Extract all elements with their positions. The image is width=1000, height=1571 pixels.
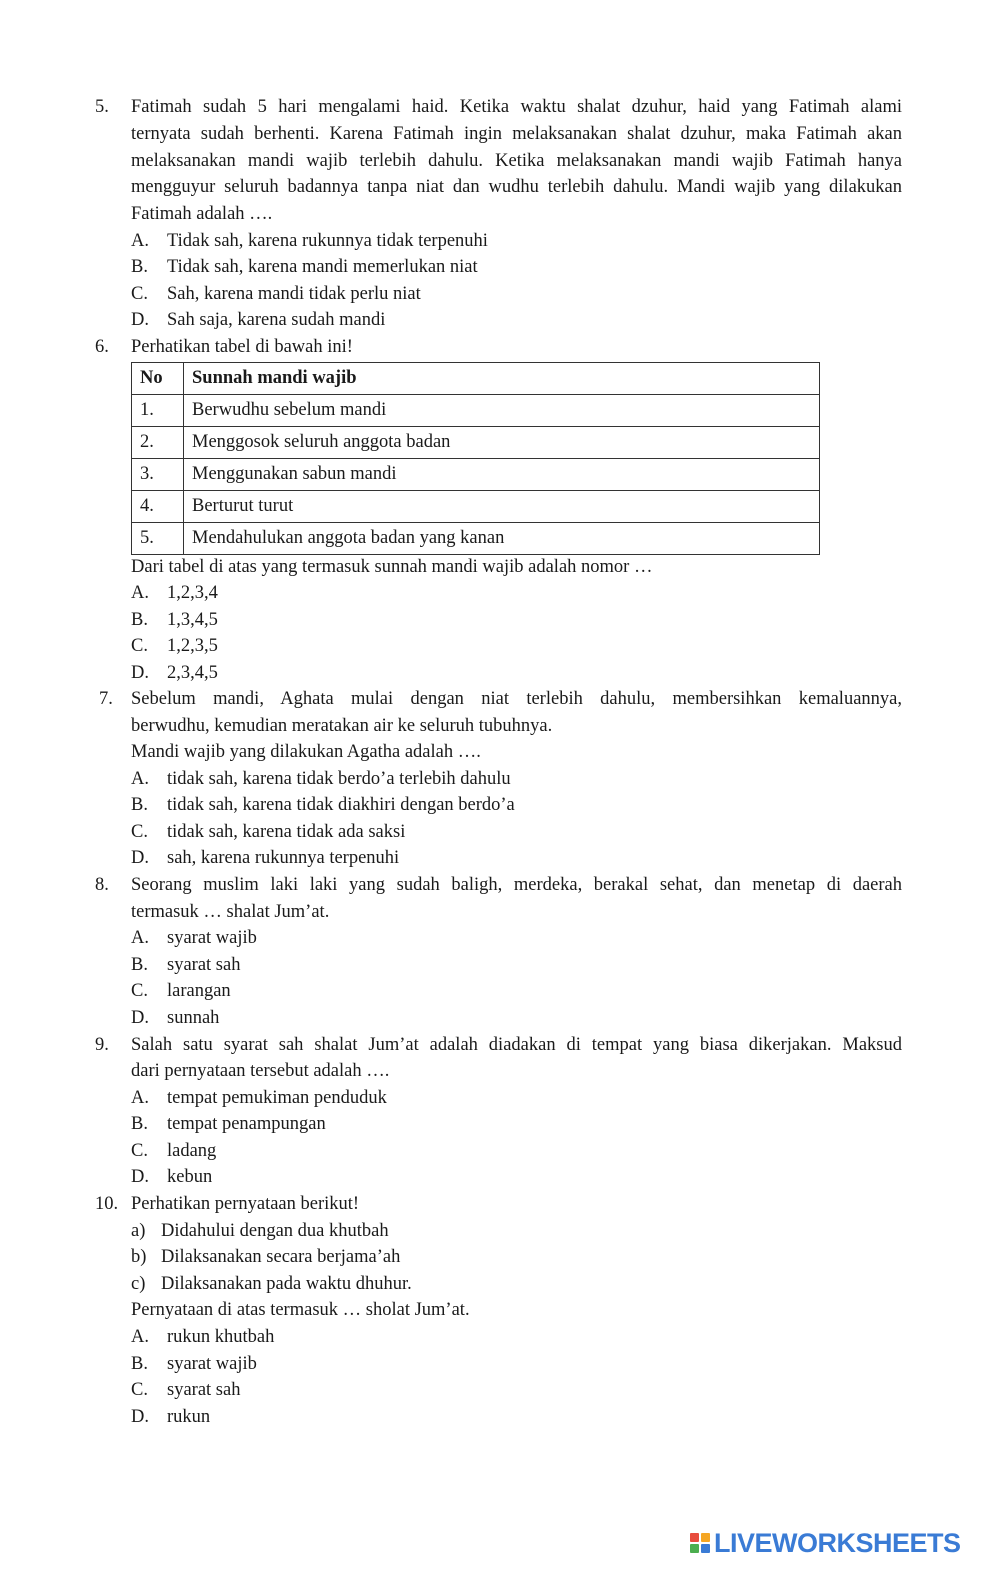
table-cell-no: 3. bbox=[132, 459, 184, 491]
question-intro: Perhatikan tabel di bawah ini! bbox=[131, 337, 353, 357]
option-text: 1,2,3,5 bbox=[167, 636, 218, 656]
option-text: 1,3,4,5 bbox=[167, 610, 218, 630]
option-label: B. bbox=[131, 795, 148, 815]
table-header-sunnah: Sunnah mandi wajib bbox=[184, 363, 820, 395]
question-text-line: berwudhu, kemudian meratakan air ke seluruh tubuhnya. bbox=[131, 716, 553, 736]
logo-text: LIVEWORKSHEETS bbox=[714, 1527, 961, 1558]
option-label: A. bbox=[131, 583, 149, 603]
question-text-line: Sebelum mandi, Aghata mulai dengan niat terlebih dahulu, membersihkan kemaluannya, bbox=[131, 689, 902, 709]
option-text: sunnah bbox=[167, 1008, 220, 1028]
option-text: tidak sah, karena tidak ada saksi bbox=[167, 822, 406, 842]
question-text-line: ternyata sudah berhenti. Karena Fatimah ingin melaksanakan shalat dzuhur, maka Fatimah akan bbox=[131, 124, 902, 144]
option-label: D. bbox=[131, 1008, 149, 1028]
option-label: C. bbox=[131, 822, 148, 842]
option-label: D. bbox=[131, 1407, 149, 1427]
question-text-line: Salah satu syarat sah shalat Jum’at adalah diadakan di tempat yang biasa dikerjakan. Maksud bbox=[131, 1035, 902, 1055]
statement-label: b) bbox=[131, 1247, 147, 1267]
table-row bbox=[132, 395, 820, 427]
question-text-line: Seorang muslim laki laki yang sudah baligh, merdeka, berakal sehat, dan menetap di daerah bbox=[131, 875, 902, 895]
option-label: A. bbox=[131, 1327, 149, 1347]
question-text: Pernyataan di atas termasuk … sholat Jum’at. bbox=[131, 1300, 470, 1320]
option-text: tidak sah, karena tidak diakhiri dengan berdo’a bbox=[167, 795, 515, 815]
option-text: 2,3,4,5 bbox=[167, 663, 218, 683]
table-cell-no: 4. bbox=[132, 491, 184, 523]
option-label: D. bbox=[131, 663, 149, 683]
statement-label: a) bbox=[131, 1221, 146, 1241]
option-text: tidak sah, karena tidak berdo’a terlebih dahulu bbox=[167, 769, 511, 789]
option-text: sah, karena rukunnya terpenuhi bbox=[167, 848, 400, 868]
option-text: syarat wajib bbox=[167, 928, 257, 948]
statement-text: Dilaksanakan pada waktu dhuhur. bbox=[161, 1274, 412, 1294]
question-intro: Perhatikan pernyataan berikut! bbox=[131, 1194, 360, 1214]
option-text: Tidak sah, karena mandi memerlukan niat bbox=[167, 257, 478, 277]
question-text-line: Mandi wajib yang dilakukan Agatha adalah …. bbox=[131, 742, 481, 762]
table-row bbox=[132, 459, 820, 491]
table-row bbox=[132, 491, 820, 523]
option-text: rukun bbox=[167, 1407, 211, 1427]
question-text-line: Fatimah sudah 5 hari mengalami haid. Ketika waktu shalat dzuhur, haid yang Fatimah alami bbox=[131, 97, 902, 117]
table-cell-text: Mendahulukan anggota badan yang kanan bbox=[184, 523, 820, 555]
question-number: 8. bbox=[95, 875, 109, 895]
question-text-line: melaksanakan mandi wajib terlebih dahulu. Ketika melaksanakan mandi wajib Fatimah hanya bbox=[131, 151, 902, 171]
table-header-row bbox=[132, 363, 820, 395]
option-label: A. bbox=[131, 231, 149, 251]
option-text: syarat wajib bbox=[167, 1354, 257, 1374]
option-text: Sah saja, karena sudah mandi bbox=[167, 310, 386, 330]
statement-label: c) bbox=[131, 1274, 146, 1294]
option-text: Tidak sah, karena rukunnya tidak terpenuhi bbox=[167, 231, 488, 251]
statement-text: Didahului dengan dua khutbah bbox=[161, 1221, 389, 1241]
option-label: D. bbox=[131, 1167, 149, 1187]
table-cell-no: 1. bbox=[132, 395, 184, 427]
question-text: Dari tabel di atas yang termasuk sunnah mandi wajib adalah nomor … bbox=[131, 557, 653, 577]
sunnah-table bbox=[131, 362, 820, 555]
option-text: Sah, karena mandi tidak perlu niat bbox=[167, 284, 421, 304]
option-label: B. bbox=[131, 257, 148, 277]
option-label: D. bbox=[131, 310, 149, 330]
question-number: 6. bbox=[95, 337, 109, 357]
option-label: A. bbox=[131, 769, 149, 789]
question-text-line: termasuk … shalat Jum’at. bbox=[131, 902, 330, 922]
question-number: 7. bbox=[99, 689, 113, 709]
table-cell-text: Menggunakan sabun mandi bbox=[184, 459, 820, 491]
question-number: 5. bbox=[95, 97, 109, 117]
option-text: tempat penampungan bbox=[167, 1114, 326, 1134]
option-label: C. bbox=[131, 284, 148, 304]
option-text: tempat pemukiman penduduk bbox=[167, 1088, 387, 1108]
question-text-line: Fatimah adalah …. bbox=[131, 204, 273, 224]
question-text-line: mengguyur seluruh badannya tanpa niat dan wudhu terlebih dahulu. Mandi wajib yang dilakukan bbox=[131, 177, 902, 197]
option-text: larangan bbox=[167, 981, 231, 1001]
option-text: 1,2,3,4 bbox=[167, 583, 218, 603]
question-number: 9. bbox=[95, 1035, 109, 1055]
table-header-no: No bbox=[132, 363, 184, 395]
table-cell-text: Menggosok seluruh anggota badan bbox=[184, 427, 820, 459]
option-label: B. bbox=[131, 955, 148, 975]
option-label: C. bbox=[131, 636, 148, 656]
option-label: A. bbox=[131, 1088, 149, 1108]
logo-grid-icon bbox=[690, 1533, 710, 1553]
option-label: D. bbox=[131, 848, 149, 868]
question-text-line: dari pernyataan tersebut adalah …. bbox=[131, 1061, 390, 1081]
option-label: B. bbox=[131, 1114, 148, 1134]
option-text: rukun khutbah bbox=[167, 1327, 275, 1347]
table-cell-text: Berwudhu sebelum mandi bbox=[184, 395, 820, 427]
option-label: C. bbox=[131, 1380, 148, 1400]
option-label: B. bbox=[131, 610, 148, 630]
option-label: B. bbox=[131, 1354, 148, 1374]
table-row bbox=[132, 523, 820, 555]
table-cell-no: 5. bbox=[132, 523, 184, 555]
option-text: syarat sah bbox=[167, 1380, 241, 1400]
option-label: C. bbox=[131, 981, 148, 1001]
table-cell-text: Berturut turut bbox=[184, 491, 820, 523]
option-label: C. bbox=[131, 1141, 148, 1161]
statement-text: Dilaksanakan secara berjama’ah bbox=[161, 1247, 401, 1267]
table-row bbox=[132, 427, 820, 459]
option-label: A. bbox=[131, 928, 149, 948]
liveworksheets-logo[interactable] bbox=[690, 1527, 961, 1559]
question-number: 10. bbox=[95, 1194, 119, 1214]
table-cell-no: 2. bbox=[132, 427, 184, 459]
option-text: kebun bbox=[167, 1167, 213, 1187]
option-text: syarat sah bbox=[167, 955, 241, 975]
option-text: ladang bbox=[167, 1141, 217, 1161]
